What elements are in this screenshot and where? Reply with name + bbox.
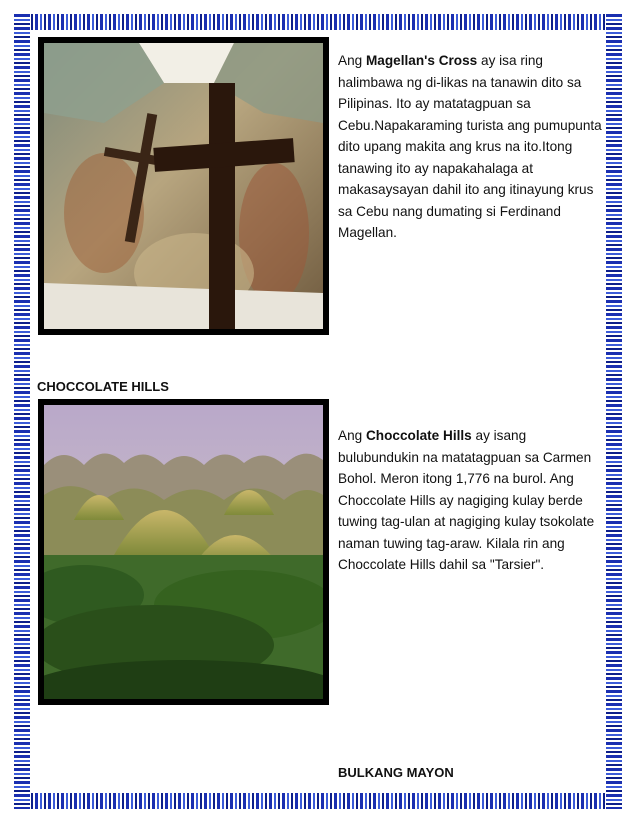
choccolate-hills-name: Choccolate Hills (365, 428, 472, 443)
magellans-cross-name: Magellan's Cross (365, 53, 478, 68)
choccolate-hills-paragraph (338, 425, 603, 576)
choccolate-hills-photo (38, 399, 329, 705)
page-border-left (14, 14, 30, 809)
paragraph-intro: Ang (338, 428, 366, 443)
magellans-cross-image (44, 43, 323, 329)
magellans-cross-paragraph (338, 50, 603, 244)
bulkang-mayon-heading: BULKANG MAYON (338, 765, 454, 780)
page-border-top (22, 14, 616, 30)
choccolate-hills-heading: CHOCCOLATE HILLS (37, 379, 169, 394)
paragraph-intro: Ang (338, 53, 366, 68)
paragraph-body: ay isa ring halimbawa ng di-likas na tanawin dito sa Pilipinas. Ito ay matatagpuan sa Cebu.Napakaraming turista ang pumupunta dito upang makita ang krus na ito.Itong tanawing ito ay napakahalaga at makasaysayan dahil ito ang itinayung krus sa Cebu nang dumating si Ferdinand Magellan. (338, 53, 602, 240)
paragraph-body: ay isang bulubundukin na matatagpuan sa Carmen Bohol. Meron itong 1,776 na burol. Ang Choccolate Hills ay nagiging kulay berde tuwing tag-ulan at nagiging kulay tsokolate naman tuwing tag-araw. Kilala rin ang Choccolate Hills dahil sa "Tarsier". (338, 428, 595, 572)
choccolate-hills-image (44, 405, 323, 699)
page-border-bottom (22, 793, 616, 809)
page-border-right (606, 14, 622, 809)
magellans-cross-photo (38, 37, 329, 335)
